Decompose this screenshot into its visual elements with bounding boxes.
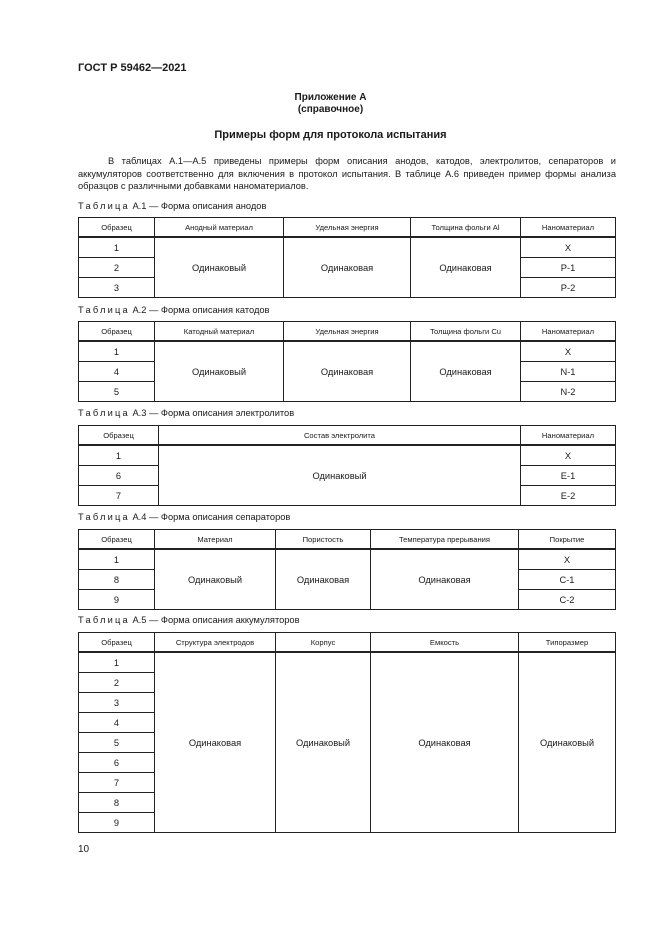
table-a1	[78, 217, 616, 298]
col-header: Температура прерывания	[371, 530, 519, 550]
col-header: Анодный материал	[155, 218, 284, 238]
nano-cell: P-2	[521, 278, 616, 298]
table-a4-caption: Таблица А.4 — Форма описания сепараторов	[78, 512, 291, 522]
sample-cell: 6	[79, 753, 155, 773]
structure-cell: Одинаковая	[155, 652, 276, 833]
table-a3-caption: Таблица А.3 — Форма описания электролитов	[78, 408, 295, 418]
table-row	[79, 445, 616, 466]
col-header: Удельная энергия	[284, 322, 411, 342]
col-header: Образец	[79, 322, 155, 342]
table-header-row	[79, 530, 616, 550]
sample-cell: 6	[79, 466, 159, 486]
table-a5-caption: Таблица А.5 — Форма описания аккумуляторов	[78, 615, 300, 625]
material-cell: Одинаковый	[155, 549, 276, 610]
sample-cell: 2	[79, 673, 155, 693]
foil-cell: Одинаковая	[411, 237, 521, 298]
standard-number: ГОСТ Р 59462—2021	[78, 62, 187, 74]
col-header: Корпус	[276, 633, 371, 653]
col-header: Структура электродов	[155, 633, 276, 653]
table-a4	[78, 529, 616, 610]
nano-cell: X	[521, 445, 616, 466]
col-header: Образец	[79, 218, 155, 238]
table-row	[79, 652, 616, 673]
col-header: Пористость	[276, 530, 371, 550]
sample-cell: 9	[79, 813, 155, 833]
sample-cell: 5	[79, 733, 155, 753]
col-header: Образец	[79, 633, 155, 653]
nano-cell: E-2	[521, 486, 616, 506]
sample-cell: 1	[79, 237, 155, 258]
table-a3	[78, 425, 616, 506]
sample-cell: 3	[79, 278, 155, 298]
table-a1-caption: Таблица А.1 — Форма описания анодов	[78, 201, 267, 211]
foil-cell: Одинаковая	[411, 341, 521, 402]
energy-cell: Одинаковая	[284, 341, 411, 402]
nano-cell: P-1	[521, 258, 616, 278]
sample-cell: 3	[79, 693, 155, 713]
sample-cell: 4	[79, 713, 155, 733]
nano-cell: N-1	[521, 362, 616, 382]
table-header-row	[79, 633, 616, 653]
sample-cell: 7	[79, 773, 155, 793]
nano-cell: N-2	[521, 382, 616, 402]
appendix-note: (справочное)	[297, 104, 364, 115]
table-a2-caption: Таблица А.2 — Форма описания катодов	[78, 305, 270, 315]
col-header: Наноматериал	[521, 218, 616, 238]
col-header: Образец	[79, 426, 159, 446]
page-number: 10	[78, 844, 90, 855]
col-header: Емкость	[371, 633, 519, 653]
col-header: Наноматериал	[521, 322, 616, 342]
table-header-row	[79, 322, 616, 342]
col-header: Толщина фольги Cu	[411, 322, 521, 342]
size-cell: Одинаковый	[519, 652, 616, 833]
col-header: Материал	[155, 530, 276, 550]
col-header: Покрытие	[519, 530, 616, 550]
material-cell: Одинаковый	[155, 341, 284, 402]
col-header: Типоразмер	[519, 633, 616, 653]
capacity-cell: Одинаковая	[371, 652, 519, 833]
porosity-cell: Одинаковая	[276, 549, 371, 610]
sample-cell: 1	[79, 549, 155, 570]
col-header: Толщина фольги Al	[411, 218, 521, 238]
col-header: Образец	[79, 530, 155, 550]
table-header-row	[79, 426, 616, 446]
col-header: Наноматериал	[521, 426, 616, 446]
nano-cell: X	[521, 341, 616, 362]
sample-cell: 2	[79, 258, 155, 278]
table-a2	[78, 321, 616, 402]
coating-cell: X	[519, 549, 616, 570]
sample-cell: 7	[79, 486, 159, 506]
table-row	[79, 237, 616, 258]
material-cell: Одинаковый	[155, 237, 284, 298]
sample-cell: 1	[79, 341, 155, 362]
nano-cell: E-1	[521, 466, 616, 486]
sample-cell: 4	[79, 362, 155, 382]
col-header: Состав электролита	[159, 426, 521, 446]
table-row	[79, 341, 616, 362]
section-title: Примеры форм для протокола испытания	[214, 129, 447, 141]
coating-cell: C-1	[519, 570, 616, 590]
table-a5	[78, 632, 616, 833]
appendix-title: Приложение А	[294, 92, 367, 103]
temperature-cell: Одинаковая	[371, 549, 519, 610]
sample-cell: 5	[79, 382, 155, 402]
sample-cell: 1	[79, 445, 159, 466]
composition-cell: Одинаковый	[159, 445, 521, 506]
nano-cell: X	[521, 237, 616, 258]
intro-paragraph: В таблицах А.1—А.5 приведены примеры форм описания анодов, катодов, электролитов, сепараторов и аккумуляторов соответственно для включения в протокол испытания. В таблице А.6 приведен пример формы анализа образцов с различными добавками наноматериалов.	[78, 156, 616, 191]
case-cell: Одинаковый	[276, 652, 371, 833]
table-row	[79, 549, 616, 570]
col-header: Катодный материал	[155, 322, 284, 342]
col-header: Удельная энергия	[284, 218, 411, 238]
energy-cell: Одинаковая	[284, 237, 411, 298]
coating-cell: C-2	[519, 590, 616, 610]
table-header-row	[79, 218, 616, 238]
sample-cell: 8	[79, 570, 155, 590]
sample-cell: 1	[79, 652, 155, 673]
sample-cell: 9	[79, 590, 155, 610]
sample-cell: 8	[79, 793, 155, 813]
